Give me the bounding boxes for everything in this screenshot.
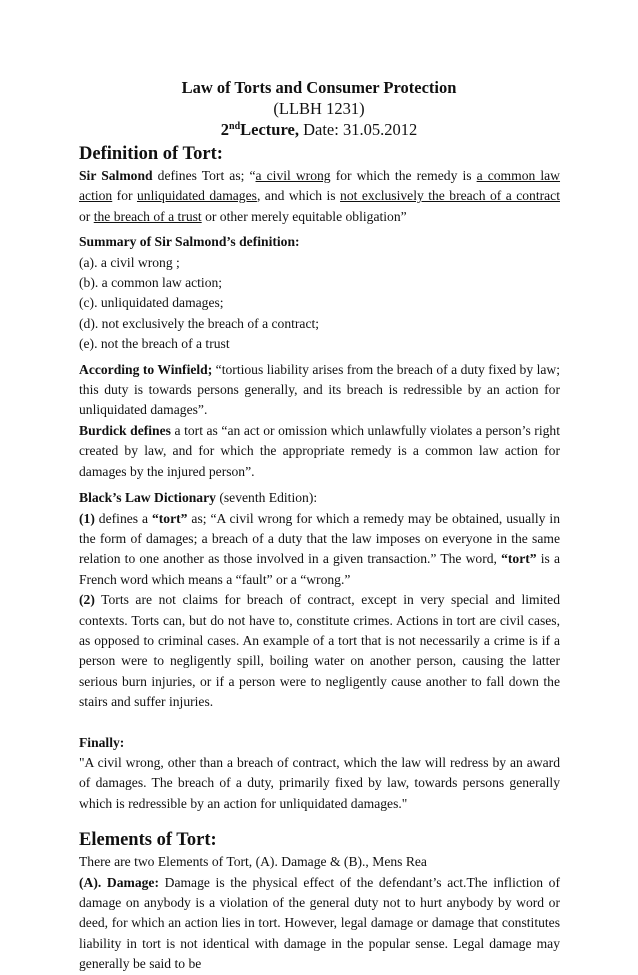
list-item: (c). unliquidated damages; [79,295,224,311]
salmond-name: Sir Salmond [79,168,153,183]
definition-heading: Definition of Tort: [79,144,223,164]
salmond-text: or [79,208,94,224]
damage-paragraph [79,873,560,975]
blacks-text: is a French word which means a “fault” or a “wrong.” [79,551,560,587]
lecture-header [0,77,638,140]
elements-heading: Elements of Tort: [79,830,217,851]
burdick-text: a tort as “an act or omission which unlawfully violates a person’s right created by law, and for which the appropriate remedy is a common law action for damages by the injured person”. [79,422,560,479]
winfield-text: “tortious liability arises from the breach of a duty fixed by law; this duty is towards persons generally, and its breach is redressible by an action for unliquidated damages”. [79,361,560,418]
underlined-term: the breach of a trust [93,208,202,224]
salmond-text: for [112,188,137,204]
blacks-point-1 [79,509,560,591]
lecture-line [0,119,638,140]
tort-term: “tort” [501,551,537,567]
salmond-text: or other merely equitable obligation” [201,208,407,224]
blacks-text: defines a [94,510,152,526]
salmond-text: for which the remedy is [330,168,477,183]
lecture-ordinal-suffix: nd [229,121,241,132]
winfield-label: According to Winfield; [79,361,213,377]
course-code: (LLBH 1231) [273,99,365,118]
blacks-point-2 [79,590,560,712]
underlined-term: a civil wrong [255,168,331,183]
burdick-label: Burdick defines [79,422,171,438]
salmond-text: , and which is [256,188,341,204]
blacks-heading [79,488,560,508]
lecture-number: 2 [220,120,230,139]
point-number: (2) [79,592,95,608]
document-body [79,142,560,975]
finally-label: Finally: [79,734,125,750]
blacks-edition: (seventh Edition): [215,490,318,506]
underlined-term: unliquidated damages [136,188,257,204]
summary-heading: Summary of Sir Salmond’s definition: [79,234,300,250]
list-item: (a). a civil wrong ; [79,254,180,270]
underlined-term: not exclusively the breach of a contract [340,188,560,204]
point-number: (1) [79,510,95,526]
list-item: (b). a common law action; [79,275,223,291]
winfield-definition [79,360,560,421]
salmond-definition [79,166,560,227]
damage-text: Damage is the physical effect of the defendant’s act.The infliction of damage on anybody is a violation of the general duty not to hurt anybody by word or deed, for which an action lies in tort. However, legal damage or damage that constitutes liability in tort is not identical with damage in the popular sense. Legal damage may generally be said to be [79,874,560,972]
finally-text: "A civil wrong, other than a breach of contract, which the law will redress by an award of damages. The breach of a duty, primarily fixed by law, towards persons generally which is redressible by an action for unliquidated damages." [79,754,560,811]
tort-term: “tort” [151,510,188,526]
burdick-definition [79,421,560,482]
damage-label: (A). Damage: [79,874,159,890]
elements-intro: There are two Elements of Tort, (A). Damage & (B)., Mens Rea [79,854,427,870]
list-item: (d). not exclusively the breach of a contract; [79,315,320,331]
list-item: (e). not the breach of a trust [79,336,230,352]
blacks-text: as; “A civil wrong for which a remedy may be obtained, usually in the form of damages; a breach of a duty that the law imposes on everyone in the same relation to one another as those involved in a given transaction.” The word, [79,510,560,567]
salmond-text: defines Tort as; “ [152,168,256,183]
blacks-text: Torts are not claims for breach of contract, except in very special and limited contexts. Torts can, but do not have to, constitute crimes. Actions in tort are civil cases, as opposed to criminal cases. An example of a tort that is not necessarily a crime is if a person were to negligently spill, boiling water on another person, causing the latter serious burn injuries, or if a person were to negligently cause another to fall down the stairs and suffer injuries. [79,592,560,710]
underlined-term: a common law action [79,168,561,204]
lecture-date: Date: 31.05.2012 [298,120,418,139]
lecture-label: Lecture, [240,120,299,139]
summary-list [79,253,560,355]
course-title: Law of Torts and Consumer Protection [181,78,457,97]
blacks-title: Black’s Law Dictionary [79,490,216,506]
